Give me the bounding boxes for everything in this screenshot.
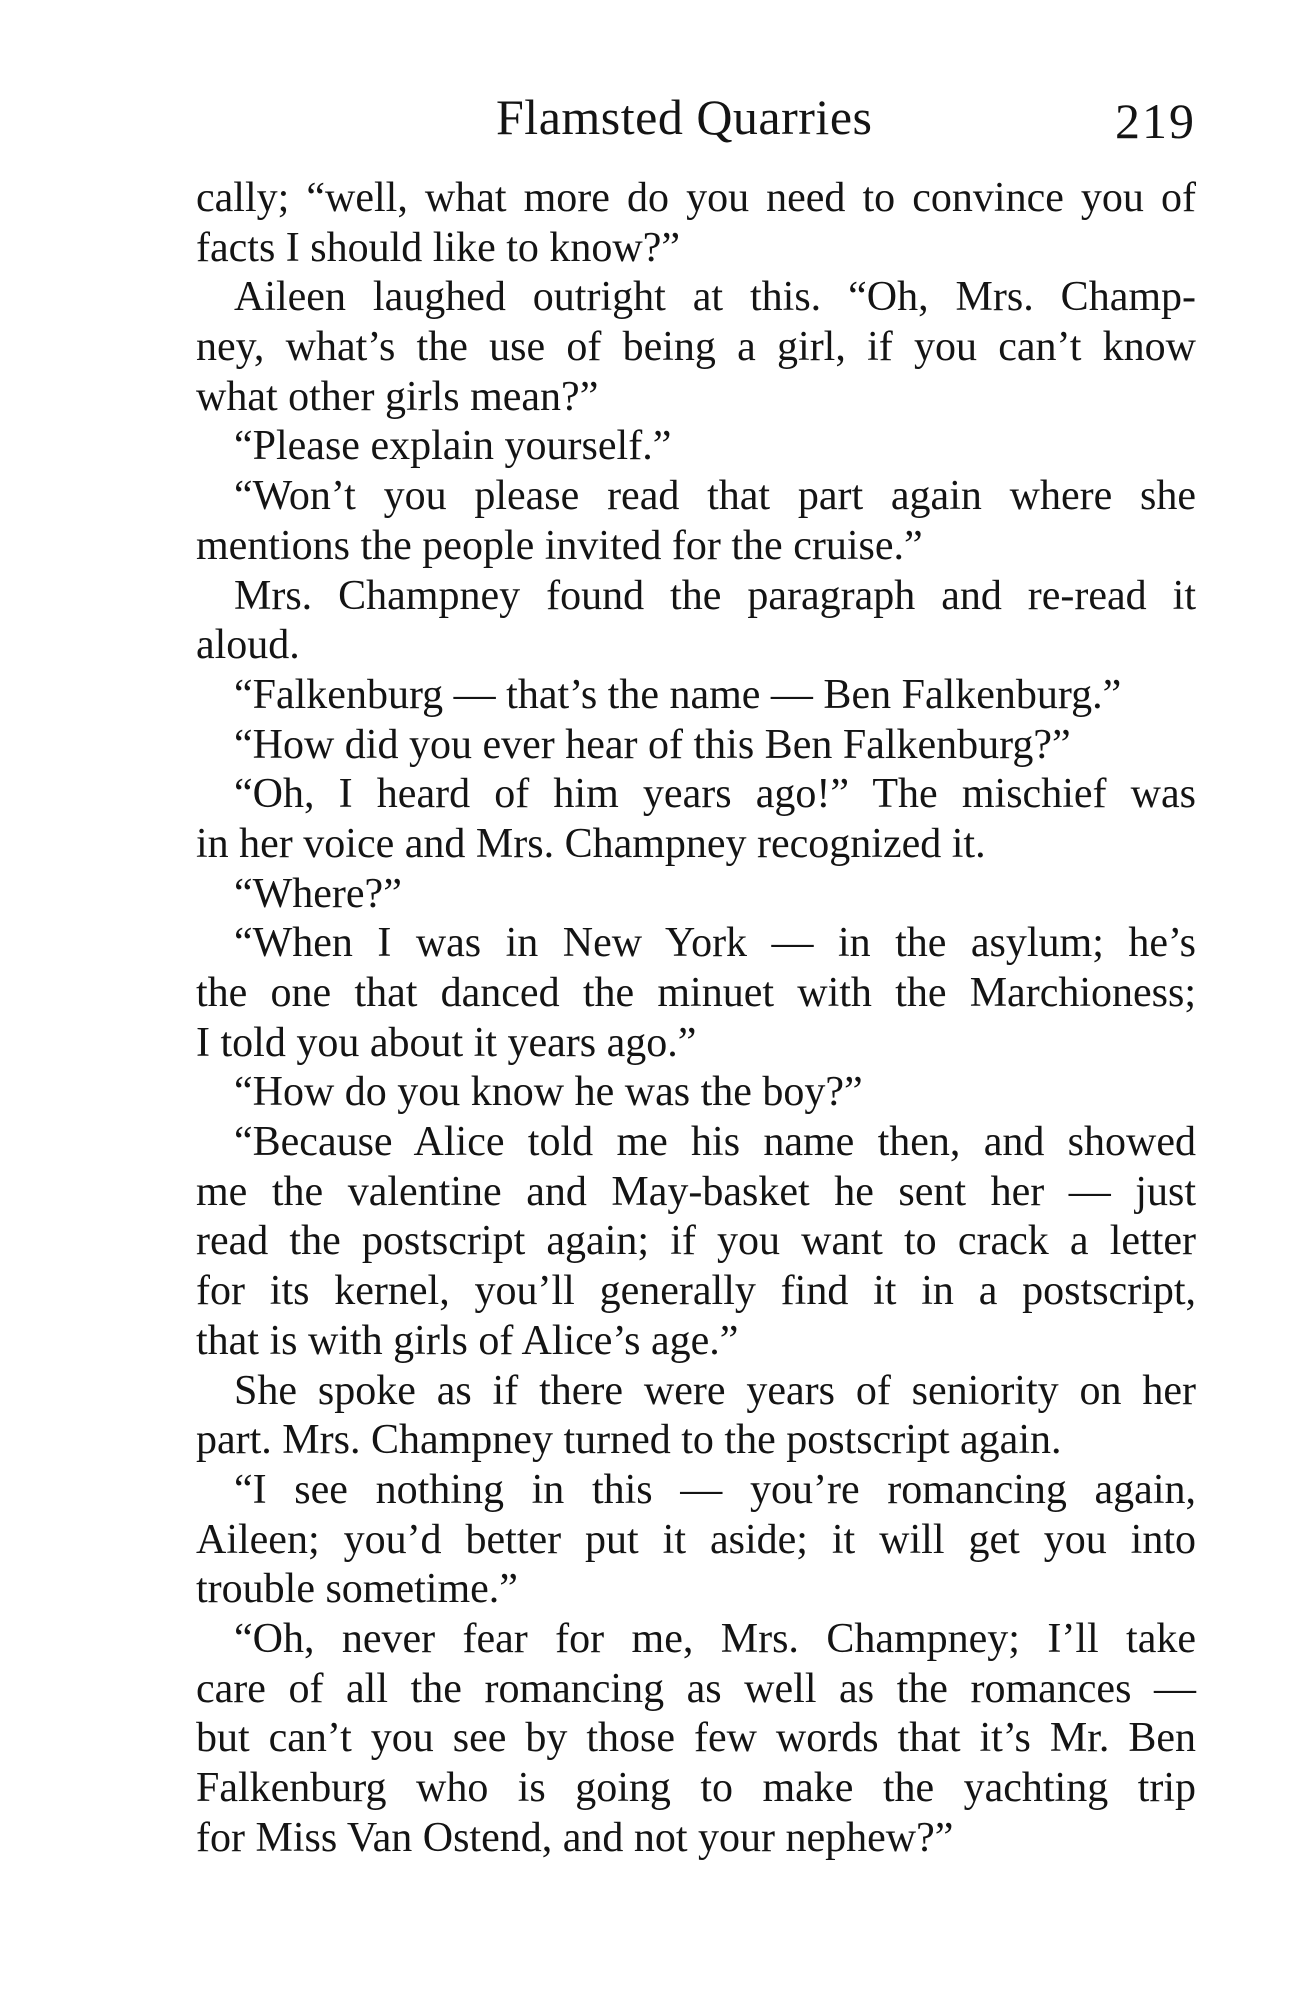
text-line: “Oh, I heard of him years ago!” The mischief was [234,771,1196,818]
text-line: “Won’t you please read that part again where she [234,473,1196,520]
text-line: “Oh, never fear for me, Mrs. Champney; I’ll take [234,1615,1196,1662]
text-line: “I see nothing in this — you’re romancing again, [234,1466,1196,1513]
text-line: “Because Alice told me his name then, and showed [234,1119,1196,1166]
text-line: “Please explain yourself.” [234,423,672,470]
text-line: facts I should like to know?” [196,224,681,271]
text-line: “When I was in New York — in the asylum; he’s [234,920,1196,967]
text-line: “Falkenburg — that’s the name — Ben Falkenburg.” [234,671,1122,718]
text-line: what other girls mean?” [196,373,599,420]
text-line: ney, what’s the use of being a girl, if you can’t know [196,324,1196,371]
text-line: for its kernel, you’ll generally find it in a postscript, [196,1268,1196,1315]
text-line: “Where?” [234,870,402,917]
text-line: mentions the people invited for the cruise.” [196,522,923,569]
text-line: trouble sometime.” [196,1566,518,1613]
text-line: cally; “well, what more do you need to convince you of [196,175,1196,221]
running-title: Flamsted Quarries [496,89,873,145]
text-line: Falkenburg who is going to make the yachting trip [196,1765,1196,1811]
text-line: read the postscript again; if you want to crack a letter [196,1218,1196,1265]
text-line: Aileen laughed outright at this. “Oh, Mrs. Champ- [234,274,1196,321]
text-line: care of all the romancing as well as the romances — [196,1665,1196,1712]
text-line: for Miss Van Ostend, and not your nephew?” [196,1814,954,1861]
running-head [196,88,1196,152]
text-line: I told you about it years ago.” [196,1019,697,1066]
text-line: in her voice and Mrs. Champney recognized it. [196,820,986,867]
text-line: aloud. [196,622,300,669]
text-line: part. Mrs. Champney turned to the postscript again. [196,1417,1062,1464]
text-line: She spoke as if there were years of seniority on her [234,1367,1196,1414]
page-number: 219 [1115,93,1196,149]
text-line: the one that danced the minuet with the Marchioness; [196,970,1196,1016]
text-line: Aileen; you’d better put it aside; it will get you into [196,1516,1196,1563]
text-line: that is with girls of Alice’s age.” [196,1317,739,1364]
text-line: Mrs. Champney found the paragraph and re-read it [234,572,1196,619]
text-line: but can’t you see by those few words that it’s Mr. Ben [196,1715,1196,1762]
text-line: me the valentine and May-basket he sent her — just [196,1168,1196,1215]
text-line: “How did you ever hear of this Ben Falkenburg?” [234,721,1071,768]
text-line: “How do you know he was the boy?” [234,1069,863,1116]
body-text [196,174,1196,1863]
